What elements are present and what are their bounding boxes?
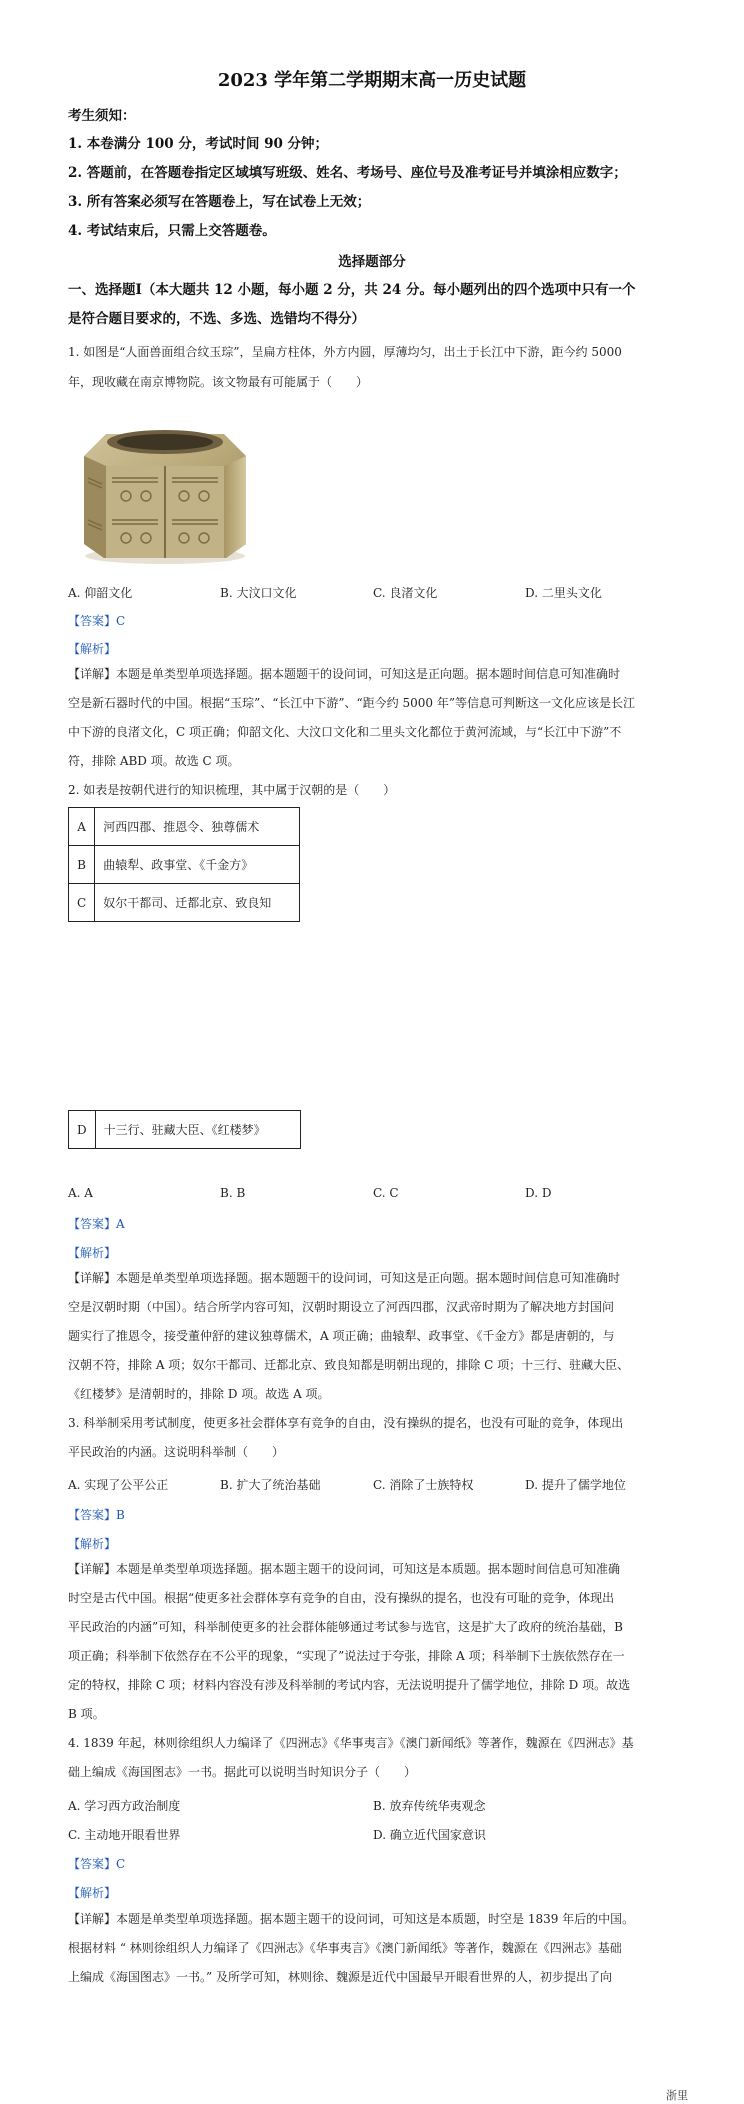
q2-detail-line-2: 空是汉朝时期（中国）。结合所学内容可知，汉朝时期设立了河西四郡，汉武帝时期为了解决地方封国问 [68, 1300, 615, 1314]
q3-answer: 【答案】B [68, 1508, 125, 1522]
q3-detail-line-2: 时空是古代中国。根据“使更多社会群体享有竞争的自由，没有操纵的提名，也没有可耻的竞争，体现出 [68, 1591, 615, 1605]
q2-detail-line-3: 题实行了推恩令，接受董仲舒的建议独尊儒术，A 项正确；曲辕犁、政事堂、《千金方》都是唐朝的，与 [68, 1329, 615, 1343]
q1-stem-line-2: 年，现收藏在南京博物院。该文物最有可能属于（ ） [68, 375, 369, 389]
part1-heading-line-1: 一、选择题Ⅰ（本大题共 12 小题，每小题 2 分，共 24 分。每小题列出的四个选项中只有一个 [68, 282, 636, 298]
q4-detail-line-1: 【详解】本题是单类型单项选择题。据本题主题干的设问词，可知这是本质题，时空是 1839 年后的中国。 [68, 1912, 635, 1926]
page-footer: 浙里 [666, 2089, 688, 2102]
q2-stem: 2. 如表是按朝代进行的知识梳理，其中属于汉朝的是（ ） [68, 783, 396, 797]
page-title: 2023 学年第二学期期末高一历史试题 [217, 70, 527, 91]
table-cell-key: D [69, 1111, 96, 1149]
notice-heading: 考生须知： [68, 108, 136, 124]
q2-detail-line-1: 【详解】本题是单类型单项选择题。据本题题干的设问词，可知这是正向题。据本题时间信息可知准确时 [68, 1271, 621, 1285]
q4-detail-line-2: 根据材料 “ 林则徐组织人力编译了《四洲志》《华事夷言》《澳门新闻纸》等著作，魏源在《四洲志》基础 [68, 1941, 622, 1955]
section-heading: 选择题部分 [338, 254, 406, 270]
q1-detail-line-4: 符，排除 ABD 项。故选 C 项。 [68, 754, 240, 768]
q3-detail-line-6: B 项。 [68, 1707, 105, 1721]
q2-option-c: C. C [373, 1186, 399, 1200]
table-row [69, 1111, 301, 1149]
q3-detail-line-1: 【详解】本题是单类型单项选择题。据本题主题干的设问词，可知这是本质题。据本题时间信息可知准确 [68, 1562, 621, 1576]
q1-option-b: B. 大汶口文化 [220, 586, 297, 600]
q3-option-d: D. 提升了儒学地位 [525, 1478, 626, 1492]
q1-answer: 【答案】C [68, 614, 126, 628]
q2-detail-line-4: 汉朝不符，排除 A 项；奴尔干都司、迁都北京、致良知都是明朝出现的，排除 C 项；十三行、驻藏大臣、 [68, 1358, 630, 1372]
table-cell-value: 十三行、驻藏大臣、《红楼梦》 [95, 1111, 300, 1149]
q4-option-c: C. 主动地开眼看世界 [68, 1828, 181, 1842]
q3-stem-line-2: 平民政治的内涵。这说明科举制（ ） [68, 1445, 285, 1459]
q1-option-a: A. 仰韶文化 [68, 586, 133, 600]
q4-analysis-label: 【解析】 [68, 1886, 117, 1900]
q3-analysis-label: 【解析】 [68, 1537, 117, 1551]
q2-option-a: A. A [68, 1186, 93, 1200]
notice-item-4: 4. 考试结束后，只需上交答题卷。 [68, 223, 276, 239]
table-cell-key: B [69, 846, 95, 884]
q3-option-a: A. 实现了公平公正 [68, 1478, 169, 1492]
q1-option-c: C. 良渚文化 [373, 586, 438, 600]
table-cell-value: 河西四郡、推恩令、独尊儒术 [95, 808, 300, 846]
q4-stem-line-2: 础上编成《海国图志》一书。据此可以说明当时知识分子（ ） [68, 1765, 417, 1779]
table-cell-key: A [69, 808, 95, 846]
table-cell-key: C [69, 884, 95, 922]
notice-item-3: 3. 所有答案必须写在答题卷上，写在试卷上无效； [68, 194, 371, 210]
q4-stem-line-1: 4. 1839 年起，林则徐组织人力编译了《四洲志》《华事夷言》《澳门新闻纸》等著作，魏源在《四洲志》基 [68, 1736, 634, 1750]
jade-cong-image [76, 416, 254, 566]
q3-detail-line-4: 项正确；科举制下依然存在不公平的现象，“实现了”说法过于夸张，排除 A 项；科举制下士族依然存在一 [68, 1649, 625, 1663]
q4-option-a: A. 学习西方政治制度 [68, 1799, 181, 1813]
q3-option-c: C. 消除了士族特权 [373, 1478, 474, 1492]
q2-analysis-label: 【解析】 [68, 1246, 117, 1260]
table-row [69, 884, 300, 922]
q2-answer: 【答案】A [68, 1217, 125, 1231]
q2-option-b: B. B [220, 1186, 246, 1200]
table-cell-value: 奴尔干都司、迁都北京、致良知 [95, 884, 300, 922]
q2-detail-line-5: 《红楼梦》是清朝时的，排除 D 项。故选 A 项。 [68, 1387, 330, 1401]
q4-answer: 【答案】C [68, 1857, 126, 1871]
q3-detail-line-3: 平民政治的内涵”可知，科举制使更多的社会群体能够通过考试参与选官，这是扩大了政府的统治基础，B [68, 1620, 623, 1634]
q1-detail-line-3: 中下游的良渚文化，C 项正确；仰韶文化、大汶口文化和二里头文化都位于黄河流域，与“长江中下游”不 [68, 725, 622, 739]
table-row [69, 846, 300, 884]
q1-detail-line-1: 【详解】本题是单类型单项选择题。据本题题干的设问词，可知这是正向题。据本题时间信息可知准确时 [68, 667, 621, 681]
q4-detail-line-3: 上编成《海国图志》一书。” 及所学可知，林则徐、魏源是近代中国最早开眼看世界的人，初步提出了向 [68, 1970, 612, 1984]
q3-option-b: B. 扩大了统治基础 [220, 1478, 321, 1492]
q2-option-d: D. D [525, 1186, 552, 1200]
q1-analysis-label: 【解析】 [68, 642, 117, 656]
notice-item-1: 1. 本卷满分 100 分，考试时间 90 分钟； [68, 136, 329, 152]
table-row [69, 808, 300, 846]
q1-option-d: D. 二里头文化 [525, 586, 602, 600]
part1-heading-line-2: 是符合题目要求的，不选、多选、选错均不得分） [68, 311, 365, 327]
q2-table-lower [68, 1110, 301, 1149]
notice-item-2: 2. 答题前，在答题卷指定区域填写班级、姓名、考场号、座位号及准考证号并填涂相应数字； [68, 165, 627, 181]
q1-stem-line-1: 1. 如图是“人面兽面组合纹玉琮”，呈扁方柱体，外方内圆，厚薄均匀，出土于长江中下游，距今约 5000 [68, 345, 622, 359]
q4-option-d: D. 确立近代国家意识 [373, 1828, 486, 1842]
q3-detail-line-5: 定的特权，排除 C 项；材料内容没有涉及科举制的考试内容，无法说明提升了儒学地位，排除 D 项。故选 [68, 1678, 631, 1692]
q1-detail-line-2: 空是新石器时代的中国。根据“玉琮”、“长江中下游”、“距今约 5000 年”等信息可判断这一文化应该是长江 [68, 696, 635, 710]
q4-option-b: B. 放弃传统华夷观念 [373, 1799, 486, 1813]
q2-table-upper [68, 807, 300, 922]
table-cell-value: 曲辕犁、政事堂、《千金方》 [95, 846, 300, 884]
q3-stem-line-1: 3. 科举制采用考试制度，使更多社会群体享有竞争的自由，没有操纵的提名，也没有可耻的竞争，体现出 [68, 1416, 624, 1430]
